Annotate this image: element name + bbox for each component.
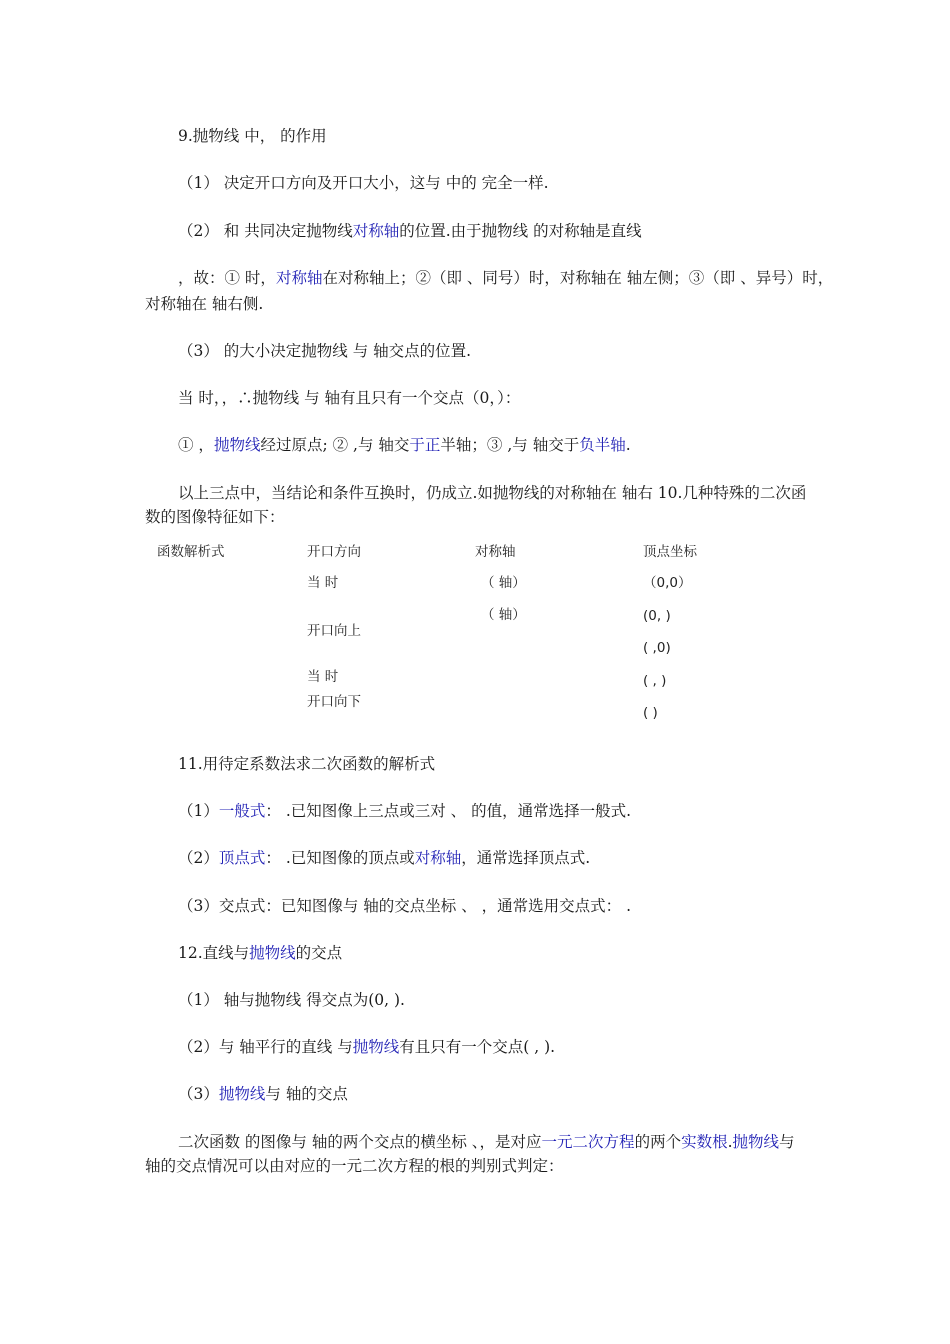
text-span: ： .已知图像上三点或三对 、 的值，通常选择一般式. xyxy=(265,802,632,820)
text-span: 与 轴的交点情况可以由对应的一元二次方程的根的判别式判定： xyxy=(145,1133,795,1175)
section-12-para-4 xyxy=(145,1130,809,1178)
section-9-para-5: 当 时，，∴抛物线 与 轴有且只有一个交点（0，）： xyxy=(178,389,521,407)
text-span: 的两个 xyxy=(634,1133,682,1151)
text-span: ，通常选择顶点式. xyxy=(461,849,591,867)
section-11-title: 11.用待定系数法求二次函数的解析式 xyxy=(178,755,436,773)
section-9-title: 9.抛物线 中， 的作用 xyxy=(178,127,327,145)
text-span: （2）与 轴平行的直线 与 xyxy=(178,1038,353,1056)
section-12-para-1: （1） 轴与抛物线 得交点为(0, ). xyxy=(178,991,405,1009)
table-vertex-row-1: （0,0） xyxy=(643,575,692,591)
text-span: （2） xyxy=(178,849,219,867)
text-span: 的位置.由于抛物线 的对称轴是直线 xyxy=(399,222,642,240)
text-span: . xyxy=(625,436,631,454)
table-vertex-row-2: (0, ) xyxy=(643,608,671,624)
text-span: 有且只有一个交点( , ). xyxy=(399,1038,556,1056)
text-span: 与 轴的交点 xyxy=(265,1085,348,1103)
table-vertex-row-3: ( ,0) xyxy=(643,640,671,656)
text-span: 的交点 xyxy=(295,944,343,962)
link-vertex-form[interactable]: 顶点式 xyxy=(218,849,266,867)
section-12-para-2 xyxy=(178,1035,555,1059)
text-span: 经过原点; ② ,与 轴交 xyxy=(260,436,410,454)
table-axis-row-1: （ 轴） xyxy=(481,575,526,591)
section-9-para-3-line-2: 对称轴在 轴右侧. xyxy=(145,295,264,313)
text-span: ① ， xyxy=(178,436,214,454)
link-symmetry-axis[interactable]: 对称轴 xyxy=(352,222,400,240)
text-span: （1） xyxy=(178,802,219,820)
text-span: 半轴；③ ,与 轴交于 xyxy=(440,436,580,454)
table-header-function: 函数解析式 xyxy=(157,544,225,560)
link-parabola[interactable]: 抛物线 xyxy=(352,1038,400,1056)
text-span: . xyxy=(727,1133,733,1151)
link-symmetry-axis[interactable]: 对称轴 xyxy=(414,849,462,867)
table-case-b-direction: 开口向下 xyxy=(307,694,361,710)
text-span: （3） xyxy=(178,1085,219,1103)
table-header-vertex: 顶点坐标 xyxy=(643,544,697,560)
section-9-para-6 xyxy=(178,433,631,457)
text-span: （2） 和 共同决定抛物线 xyxy=(178,222,353,240)
text-span: ，故：① 时， xyxy=(178,269,276,287)
section-12-para-3 xyxy=(178,1082,348,1106)
table-header-axis: 对称轴 xyxy=(475,544,516,560)
link-positive-half-axis[interactable]: 于正 xyxy=(409,436,441,454)
text-span: ： .已知图像的顶点或 xyxy=(265,849,415,867)
section-9-para-7: 以上三点中，当结论和条件互换时，仍成立.如抛物线的对称轴在 轴右 10.几种特殊的二次函数的图像特征如下： xyxy=(145,484,807,526)
text-span: 12.直线与 xyxy=(178,944,250,962)
link-negative-half-axis[interactable]: 负半轴 xyxy=(579,436,626,454)
link-real-root[interactable]: 实数根 xyxy=(681,1133,728,1151)
text-span: 二次函数 的图像与 轴的两个交点的横坐标 、，是对应 xyxy=(178,1133,542,1151)
link-quadratic-equation[interactable]: 一元二次方程 xyxy=(541,1133,635,1151)
table-case-b-condition: 当 时 xyxy=(307,669,339,685)
section-11-para-1 xyxy=(178,799,631,823)
link-symmetry-axis[interactable]: 对称轴 xyxy=(275,269,323,287)
text-span: 在对称轴上；②（即 、同号）时，对称轴在 轴左侧；③（即 、异号）时， xyxy=(322,269,834,287)
link-parabola[interactable]: 抛物线 xyxy=(218,1085,266,1103)
table-header-opening: 开口方向 xyxy=(307,544,361,560)
section-9-para-4: （3） 的大小决定抛物线 与 轴交点的位置. xyxy=(178,342,472,360)
section-9-para-3-line-1 xyxy=(178,266,833,290)
table-case-a-direction: 开口向上 xyxy=(307,623,361,639)
table-vertex-row-4: ( , ) xyxy=(643,673,667,689)
section-9-para-2 xyxy=(178,219,642,243)
section-11-para-3: （3）交点式：已知图像与 轴的交点坐标 、 ，通常选用交点式： . xyxy=(178,897,631,915)
link-parabola[interactable]: 抛物线 xyxy=(213,436,261,454)
table-case-a-condition: 当 时 xyxy=(307,575,339,591)
link-parabola[interactable]: 抛物线 xyxy=(732,1133,780,1151)
section-9-para-1: （1） 决定开口方向及开口大小，这与 中的 完全一样. xyxy=(178,174,549,192)
table-axis-row-2: （ 轴） xyxy=(481,607,526,623)
section-11-para-2 xyxy=(178,846,590,870)
link-general-form[interactable]: 一般式 xyxy=(218,802,266,820)
table-vertex-row-5: ( ) xyxy=(643,705,658,721)
section-12-title xyxy=(178,941,342,965)
link-parabola[interactable]: 抛物线 xyxy=(249,944,296,962)
